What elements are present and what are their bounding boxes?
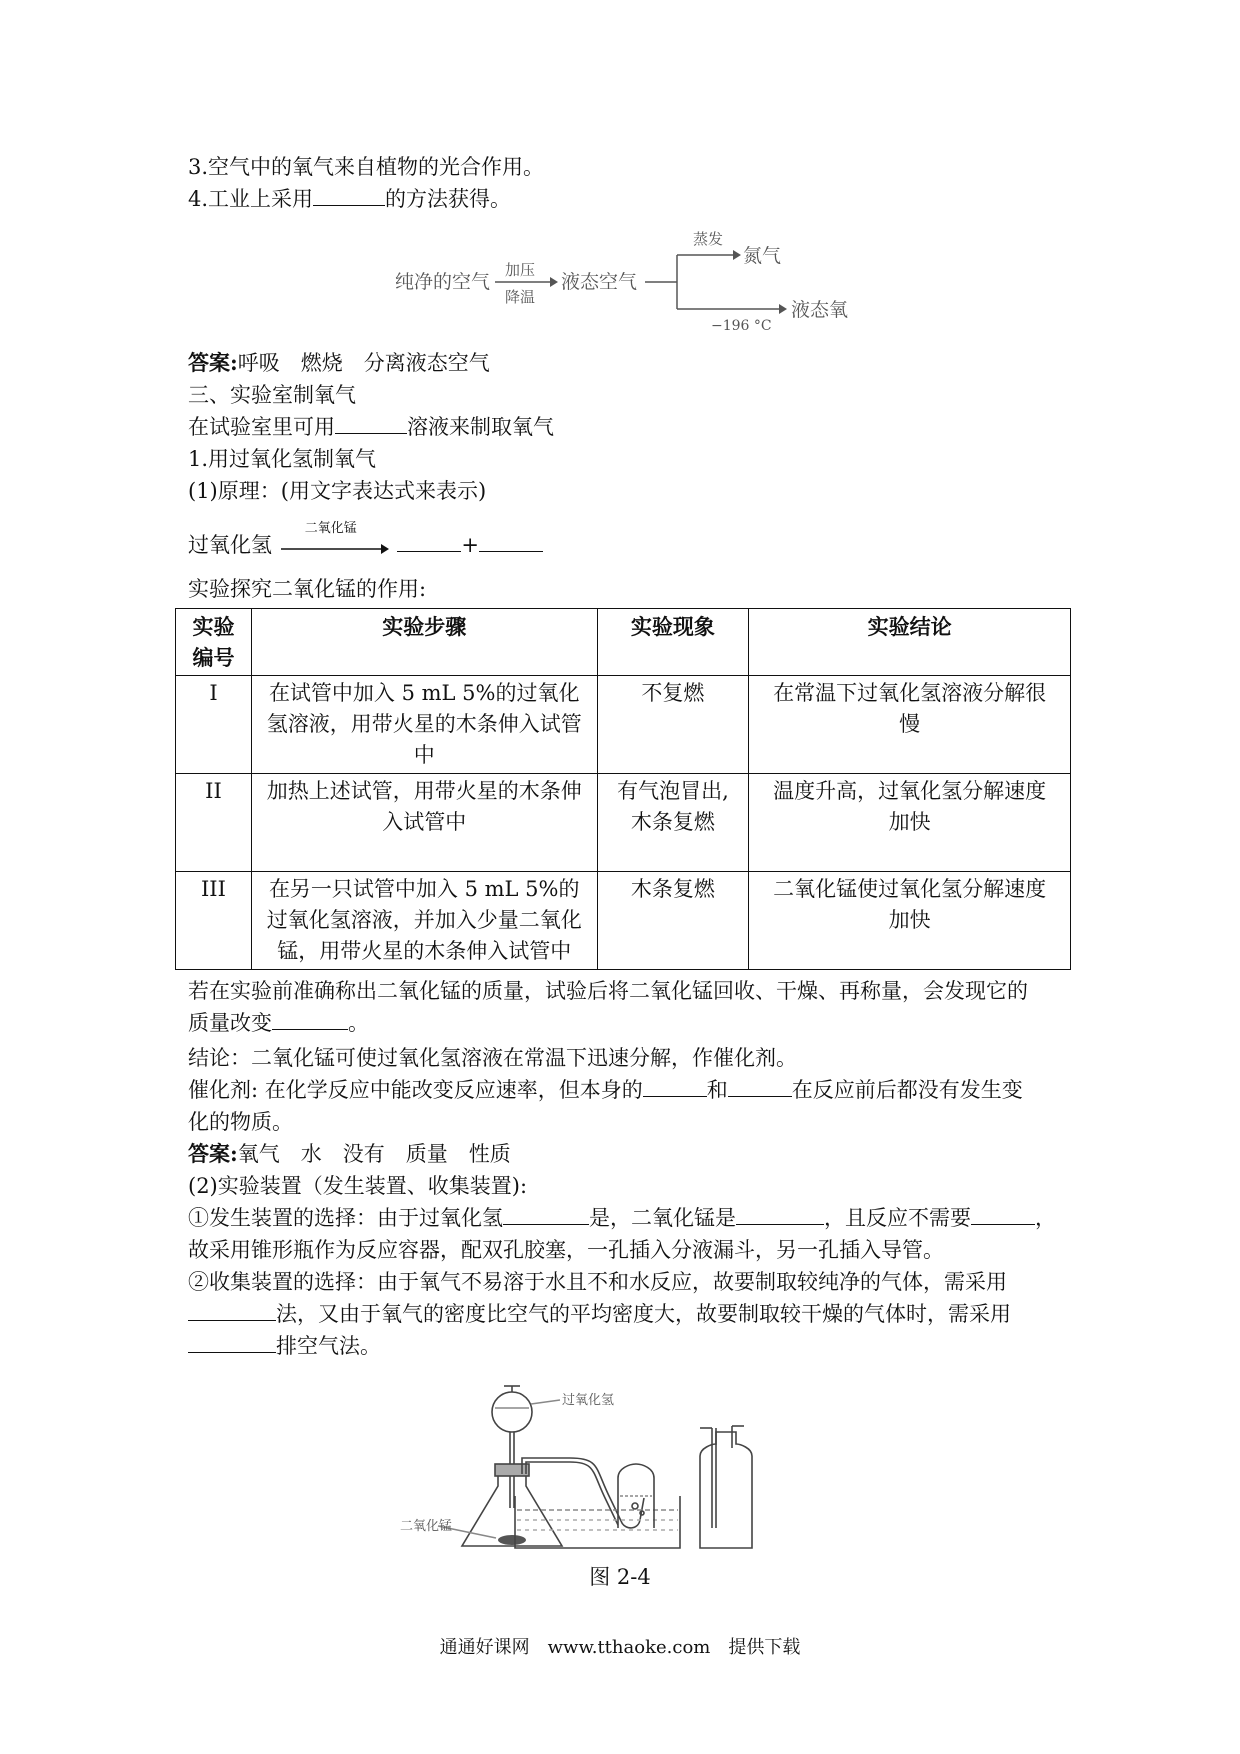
empty-bottle <box>700 1432 752 1548</box>
cell-line: 过氧化氢溶液，并加入少量二氧化 <box>266 908 582 932</box>
cell-line: 加热上述试管，用带火星的木条伸 <box>266 779 582 803</box>
label-hydrogen-peroxide: 过氧化氢 <box>562 1393 615 1408</box>
table-row <box>176 774 1071 872</box>
answer-blank <box>971 1206 1035 1225</box>
cell-line: 在试管中加入 5 mL 5%的过氧化 <box>268 681 580 705</box>
cell-line: 加快 <box>888 810 931 834</box>
water-trough <box>515 1496 680 1548</box>
cell-line: 木条复燃 <box>630 810 715 834</box>
text-line: 若在实验前准确称出二氧化锰的质量，试验后将二氧化锰回收、干燥、再称量，会发现它的 <box>188 979 1028 1003</box>
text-segment: 在反应前后都没有发生变 <box>791 1078 1023 1102</box>
text-segment: 溶液来制取氧气 <box>407 415 554 439</box>
answer-text: 氧气 水 没有 质量 性质 <box>237 1142 511 1166</box>
answer-blank <box>188 1334 276 1353</box>
text-line <box>188 1075 1023 1105</box>
text-segment: 排空气法。 <box>276 1334 381 1358</box>
catalyst-label: 二氧化锰 <box>304 520 357 536</box>
text-segment: 质量改变 <box>188 1011 272 1035</box>
separatory-funnel <box>492 1392 532 1432</box>
subheading: (2)实验装置（发生装置、收集装置): <box>188 1174 528 1198</box>
upper-arrow-label: 蒸发 <box>693 230 724 248</box>
text-segment: 在试验室里可用 <box>188 415 335 439</box>
cell-line: 温度升高，过氧化氢分解速度 <box>773 779 1047 803</box>
header-conclusion: 实验结论 <box>749 609 1071 676</box>
answer-blank <box>479 533 543 552</box>
cell-line: 锰，用带火星的木条伸入试管中 <box>277 939 572 963</box>
header-steps: 实验步骤 <box>251 609 597 676</box>
lower-arrow-label: −196 °C <box>711 318 772 332</box>
answer-blank <box>397 533 461 552</box>
text-segment: 。 <box>348 1011 369 1035</box>
answer-line <box>188 348 490 378</box>
text-segment: ①发生装置的选择：由于过氧化氢 <box>188 1206 503 1230</box>
text-line <box>188 1299 1011 1329</box>
cell-no: I <box>176 676 252 774</box>
experiment-table <box>175 608 1071 970</box>
cell-phenomenon: 木条复燃 <box>597 872 749 970</box>
text-line: 结论：二氧化锰可使过氧化氢溶液在常温下迅速分解，作催化剂。 <box>188 1046 797 1070</box>
text-line: 3.空气中的氧气来自植物的光合作用。 <box>188 155 545 179</box>
text-segment: 4.工业上采用 <box>188 187 314 211</box>
cell-no: II <box>176 774 252 872</box>
cell-line: 入试管中 <box>382 810 467 834</box>
header-no-line: 编号 <box>192 645 235 670</box>
text-segment: ， <box>1035 1206 1056 1230</box>
answer-blank <box>503 1206 589 1225</box>
equation-reactant: 过氧化氢 <box>188 533 272 557</box>
cell-steps <box>251 774 597 872</box>
text-line: 实验探究二氧化锰的作用: <box>188 577 427 601</box>
arrow-icon <box>279 537 391 557</box>
arrow1-top-label: 加压 <box>505 261 536 279</box>
section-heading: 三、实验室制氧气 <box>188 383 356 407</box>
word-equation <box>188 520 543 560</box>
label-manganese-dioxide: 二氧化锰 <box>400 1519 453 1534</box>
answer-label: 答案: <box>188 1141 238 1166</box>
answer-blank <box>643 1078 707 1097</box>
lower-product-label: 液态氧 <box>791 299 849 321</box>
cell-no: III <box>176 872 252 970</box>
text-line <box>188 1331 381 1361</box>
text-line <box>188 184 511 214</box>
text-segment: 和 <box>706 1078 728 1102</box>
text-segment: 催化剂: 在化学反应中能改变反应速率，但本身的 <box>188 1078 643 1102</box>
text-segment: ，且反应不需要 <box>824 1206 971 1230</box>
upper-product-label: 氮气 <box>743 245 782 267</box>
answer-blank <box>736 1206 824 1225</box>
answer-label: 答案: <box>188 350 238 375</box>
text-segment: 是，二氧化锰是 <box>589 1206 736 1230</box>
table-header-row <box>176 609 1071 676</box>
cell-steps <box>251 872 597 970</box>
answer-text: 呼吸 燃烧 分离液态空气 <box>237 351 490 375</box>
table-row <box>176 676 1071 774</box>
header-no <box>176 609 252 676</box>
plus-sign: + <box>461 533 479 557</box>
text-line: (1)原理：(用文字表达式来表示) <box>188 479 487 503</box>
text-line: ②收集装置的选择：由于氧气不易溶于水且不和水反应，故要制取较纯净的气体，需采用 <box>188 1270 1007 1294</box>
delivery-tube <box>522 1458 644 1528</box>
cell-line: 在常温下过氧化氢溶液分解很 <box>773 681 1047 705</box>
diagram-start-label: 纯净的空气 <box>395 271 491 293</box>
cell-line: 二氧化锰使过氧化氢分解速度 <box>773 877 1047 901</box>
answer-blank <box>335 415 407 434</box>
answer-blank <box>272 1011 348 1030</box>
arrow1-bottom-label: 降温 <box>505 288 536 306</box>
page-footer: 通通好课网 www.tthaoke.com 提供下载 <box>439 1637 801 1658</box>
text-line <box>188 1203 1056 1233</box>
figure-caption: 图 2-4 <box>589 1565 651 1589</box>
answer-line <box>188 1139 511 1169</box>
cell-line: 氢溶液，用带火星的木条伸入试管 <box>266 712 582 736</box>
text-segment: 法，又由于氧气的密度比空气的平均密度大，故要制取较干燥的气体时，需采用 <box>276 1302 1011 1326</box>
text-line <box>188 412 554 442</box>
air-separation-diagram <box>395 222 865 332</box>
text-line: 故采用锥形瓶作为反应容器，配双孔胶塞，一孔插入分液漏斗，另一孔插入导管。 <box>188 1238 944 1262</box>
apparatus-figure <box>400 1378 860 1553</box>
cell-line: 慢 <box>899 712 921 736</box>
text-line: 化的物质。 <box>188 1110 293 1134</box>
cell-conclusion <box>749 676 1071 774</box>
cell-phenomenon <box>597 774 749 872</box>
diagram-middle-label: 液态空气 <box>561 271 638 293</box>
cell-line: 中 <box>413 743 435 767</box>
answer-blank <box>313 187 385 206</box>
cell-phenomenon: 不复燃 <box>597 676 749 774</box>
catalyst-arrow <box>279 520 391 557</box>
cell-steps <box>251 676 597 774</box>
cell-line: 加快 <box>888 908 931 932</box>
cell-line: 有气泡冒出, <box>617 779 729 803</box>
header-phenomenon: 实验现象 <box>597 609 749 676</box>
cell-conclusion <box>749 872 1071 970</box>
table-row <box>176 872 1071 970</box>
cell-conclusion <box>749 774 1071 872</box>
answer-blank <box>188 1302 276 1321</box>
answer-blank <box>728 1078 792 1097</box>
subheading: 1.用过氧化氢制氧气 <box>188 447 377 471</box>
cell-line: 在另一只试管中加入 5 mL 5%的 <box>268 877 580 901</box>
text-line <box>188 1008 369 1038</box>
text-segment: 的方法获得。 <box>385 187 512 211</box>
header-no-line: 实验 <box>192 614 235 639</box>
